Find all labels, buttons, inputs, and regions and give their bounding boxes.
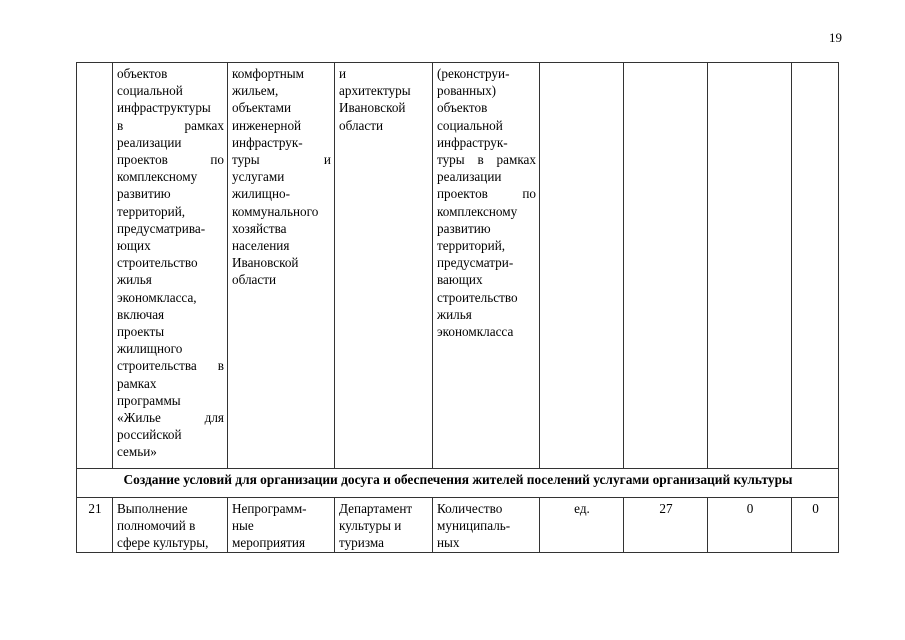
cell-text-line: рамках xyxy=(117,375,157,391)
cell-text-line: вающих xyxy=(437,272,483,288)
page-number: 19 xyxy=(829,30,842,45)
cell-text-line: рованных) xyxy=(437,83,497,99)
cell-text-line: реализации xyxy=(117,134,182,150)
cell-text-line: (реконструи- xyxy=(437,66,510,81)
cell-text-line: экономкласса xyxy=(437,324,514,340)
cell-unit xyxy=(540,63,624,469)
indicators-table xyxy=(76,62,839,553)
cell-text-line: Количество xyxy=(437,501,503,516)
cell-text-line: развитию xyxy=(437,220,491,236)
cell-text-line: объектов xyxy=(437,100,488,116)
cell-text-line: строительство xyxy=(437,289,518,305)
cell-text-line: территорий, xyxy=(117,203,186,219)
cell-text-line: полномочий в xyxy=(117,518,196,534)
cell-text-line: туры и xyxy=(232,152,331,168)
table-row-21 xyxy=(77,498,839,553)
cell-text-line: инженерной xyxy=(232,117,302,133)
cell-text-line: сфере культуры, xyxy=(117,535,209,551)
cell-goal xyxy=(228,63,335,469)
cell-text-line: области xyxy=(339,117,384,133)
cell-text-line: жилья xyxy=(117,272,152,288)
cell-text-line: ющих xyxy=(117,238,151,254)
cell-text-line: комплексному xyxy=(437,203,518,219)
cell-text-line: экономкласса, xyxy=(117,289,197,305)
table-row-section xyxy=(77,469,839,498)
cell-text-line: комфортным xyxy=(232,66,305,81)
cell-text-line: объектами xyxy=(232,100,292,116)
cell-event-name xyxy=(113,63,228,469)
cell-unit: ед. xyxy=(540,498,624,553)
cell-text-line: проектов по xyxy=(117,152,224,168)
section-heading: Создание условий для организации досуга и обеспечения жителей поселений услугами организаций культуры xyxy=(77,469,839,498)
cell-text-line: предусматри- xyxy=(437,255,514,271)
cell-text-line: проектов по xyxy=(437,186,536,202)
cell-text-line: инфраструктуры xyxy=(117,100,211,116)
cell-text-line: «Жилье для xyxy=(117,410,224,426)
cell-value-3: 0 xyxy=(792,498,839,553)
cell-value-2: 0 xyxy=(708,498,792,553)
cell-text-line: жильем, xyxy=(232,83,279,99)
cell-text-line: Непрограмм- xyxy=(232,501,307,516)
cell-text-line: развитию xyxy=(117,186,171,202)
cell-text-line: муниципаль- xyxy=(437,518,511,534)
cell-goal xyxy=(228,498,335,553)
cell-value-2 xyxy=(708,63,792,469)
cell-number xyxy=(77,63,113,469)
cell-value-1 xyxy=(624,63,708,469)
cell-text-line: Ивановской xyxy=(339,100,406,116)
cell-text-line: предусматрива- xyxy=(117,220,206,236)
cell-text-line: ных xyxy=(437,535,460,551)
cell-text-line: социальной xyxy=(117,83,183,99)
cell-value-1: 27 xyxy=(624,498,708,553)
cell-text-line: семьи» xyxy=(117,444,157,460)
cell-text-line: населения xyxy=(232,238,290,254)
cell-text-line: жилья xyxy=(437,306,472,322)
cell-value-3 xyxy=(792,63,839,469)
cell-text-line: в рамках xyxy=(117,117,224,133)
cell-text-line: туризма xyxy=(339,535,384,551)
cell-text-line: территорий, xyxy=(437,238,506,254)
cell-text-line: архитектуры xyxy=(339,83,411,99)
cell-text-line: объектов xyxy=(117,66,168,81)
cell-text-line: услугами xyxy=(232,169,285,185)
cell-text-line: туры в рамках xyxy=(437,152,536,168)
cell-text-line: Ивановской xyxy=(232,255,299,271)
cell-text-line: области xyxy=(232,272,277,288)
cell-indicator xyxy=(433,63,540,469)
cell-text-line: хозяйства xyxy=(232,220,287,236)
cell-text-line: строительства в xyxy=(117,358,224,374)
table-row-continuation xyxy=(77,63,839,469)
cell-text-line: социальной xyxy=(437,117,503,133)
cell-responsible xyxy=(335,63,433,469)
cell-text-line: программы xyxy=(117,392,181,408)
cell-text-line: реализации xyxy=(437,169,502,185)
cell-text-line: российской xyxy=(117,427,182,443)
cell-text-line: Департамент xyxy=(339,501,413,516)
cell-event-name xyxy=(113,498,228,553)
cell-text-line: проекты xyxy=(117,324,165,340)
cell-indicator xyxy=(433,498,540,553)
cell-text-line: коммунального xyxy=(232,203,319,219)
cell-number: 21 xyxy=(77,498,113,553)
cell-text-line: инфраструк- xyxy=(232,134,303,150)
cell-text-line: жилищно- xyxy=(232,186,291,202)
cell-text-line: и xyxy=(339,66,347,81)
cell-text-line: комплексному xyxy=(117,169,198,185)
cell-text-line: мероприятия xyxy=(232,535,306,551)
cell-responsible xyxy=(335,498,433,553)
cell-text-line: включая xyxy=(117,306,165,322)
cell-text-line: Выполнение xyxy=(117,501,188,516)
cell-text-line: инфраструк- xyxy=(437,134,508,150)
cell-text-line: жилищного xyxy=(117,341,183,357)
cell-text-line: культуры и xyxy=(339,518,402,534)
cell-text-line: ные xyxy=(232,518,254,534)
cell-text-line: строительство xyxy=(117,255,198,271)
